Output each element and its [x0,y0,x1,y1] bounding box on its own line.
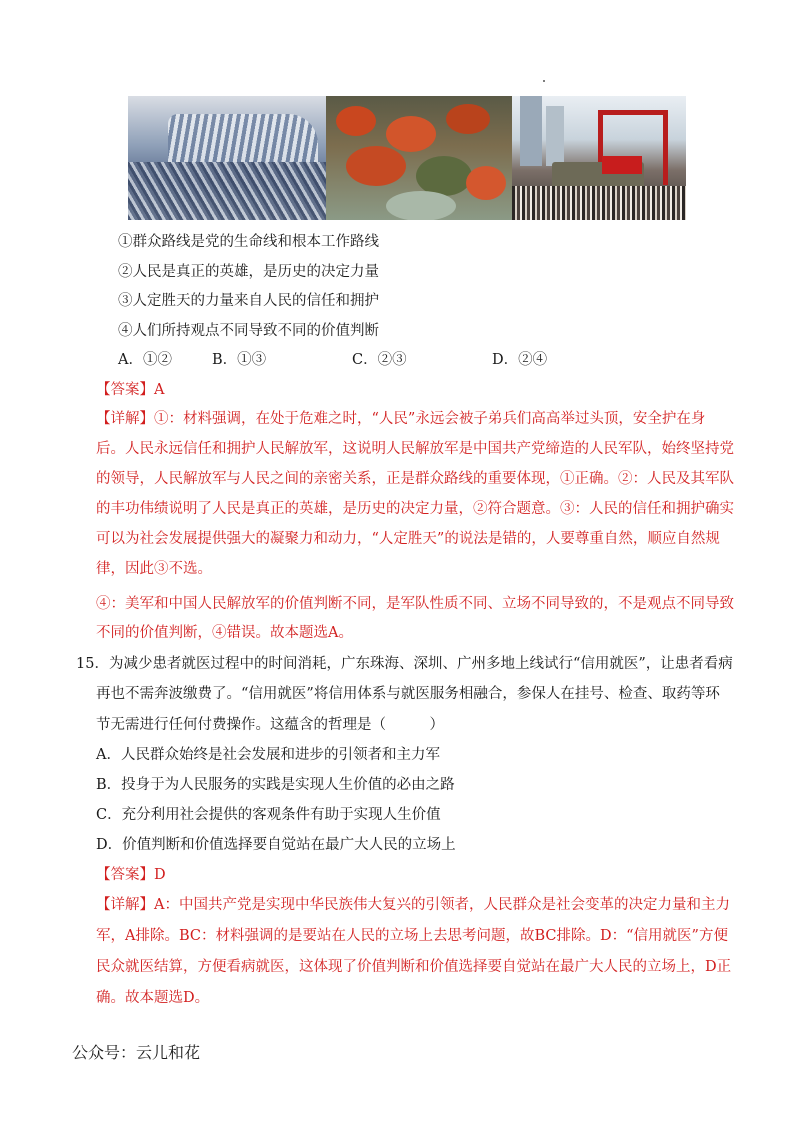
banner-image [602,156,642,174]
statement-3: ③人定胜天的力量来自人民的信任和拥护 [118,293,379,309]
rescue-photo [326,96,512,220]
q14-option-d: D．②④ [492,352,548,368]
q14-explanation-line: 的领导，人民解放军与人民之间的亲密关系，正是群众路线的重要体现，①正确。②：人民及其军队 [96,471,734,487]
statement-2: ②人民是真正的英雄，是历史的决定力量 [118,264,379,280]
q15-answer: 【答案】D [96,867,166,883]
stray-dot [543,80,545,82]
q14-explanation-line: ④：美军和中国人民解放军的价值判断不同，是军队性质不同、立场不同导致的，不是观点不同导致 [96,596,734,612]
q15-stem-line: 15．为减少患者就医过程中的时间消耗，广东珠海、深圳、广州多地上线试行“信用就医”，让患者看病 [76,656,733,672]
q14-explanation-line: 后。人民永远信任和拥护人民解放军，这说明人民解放军是中国共产党缔造的人民军队，始终坚持党 [96,441,734,457]
q15-stem-line: 节无需进行任何付费操作。这蕴含的哲理是（ ） [96,717,444,733]
q14-answer: 【答案】A [96,382,165,398]
statement-1: ①群众路线是党的生命线和根本工作路线 [118,234,379,250]
q14-option-c: C．②③ [352,352,407,368]
q15-option-b: B．投身于为人民服务的实践是实现人生价值的必由之路 [96,777,455,793]
q15-stem-line: 再也不需奔波缴费了。“信用就医”将信用体系与就医服务相融合，参保人在挂号、检查、取药等环 [96,686,720,702]
q14-explanation-line: 不同的价值判断，④错误。故本题选A。 [96,625,353,641]
q15-explanation-line: 军，A排除。BC：材料强调的是要站在人民的立场上去思考问题，故BC排除。D：“信用就医”方便 [96,928,728,944]
q15-option-c: C．充分利用社会提供的客观条件有助于实现人生价值 [96,807,441,823]
q15-option-d: D．价值判断和价值选择要自觉站在最广大人民的立场上 [96,837,456,853]
q14-explanation-line: 的丰功伟绩说明了人民是真正的英雄，是历史的决定力量，②符合题意。③：人民的信任和拥护确实 [96,501,734,517]
statement-4: ④人们所持观点不同导致不同的价值判断 [118,323,379,339]
q14-option-b: B．①③ [212,352,267,368]
q15-option-a: A．人民群众始终是社会发展和进步的引领者和主力军 [96,747,440,763]
footer-account: 公众号：云儿和花 [72,1043,201,1062]
painting-image [128,96,326,220]
q14-explanation-line: 律，因此③不选。 [96,561,212,577]
q15-explanation-line: 确。故本题选D。 [96,990,210,1006]
q14-explanation-line: 【详解】①：材料强调，在处于危难之时，“人民”永远会被子弟兵们高高举过头顶，安全护在身 [96,411,706,427]
illustration-strip [128,96,686,220]
q15-explanation-line: 民众就医结算，方便看病就医，这体现了价值判断和价值选择要自觉站在最广大人民的立场上，D正 [96,959,732,975]
parade-photo [512,96,686,220]
q14-option-a: A．①② [118,352,172,368]
q14-explanation-line: 可以为社会发展提供强大的凝聚力和动力，“人定胜天”的说法是错的，人要尊重自然，顺应自然规 [96,531,720,547]
q15-explanation-line: 【详解】A：中国共产党是实现中华民族伟大复兴的引领者，人民群众是社会变革的决定力量和主力 [96,897,730,913]
